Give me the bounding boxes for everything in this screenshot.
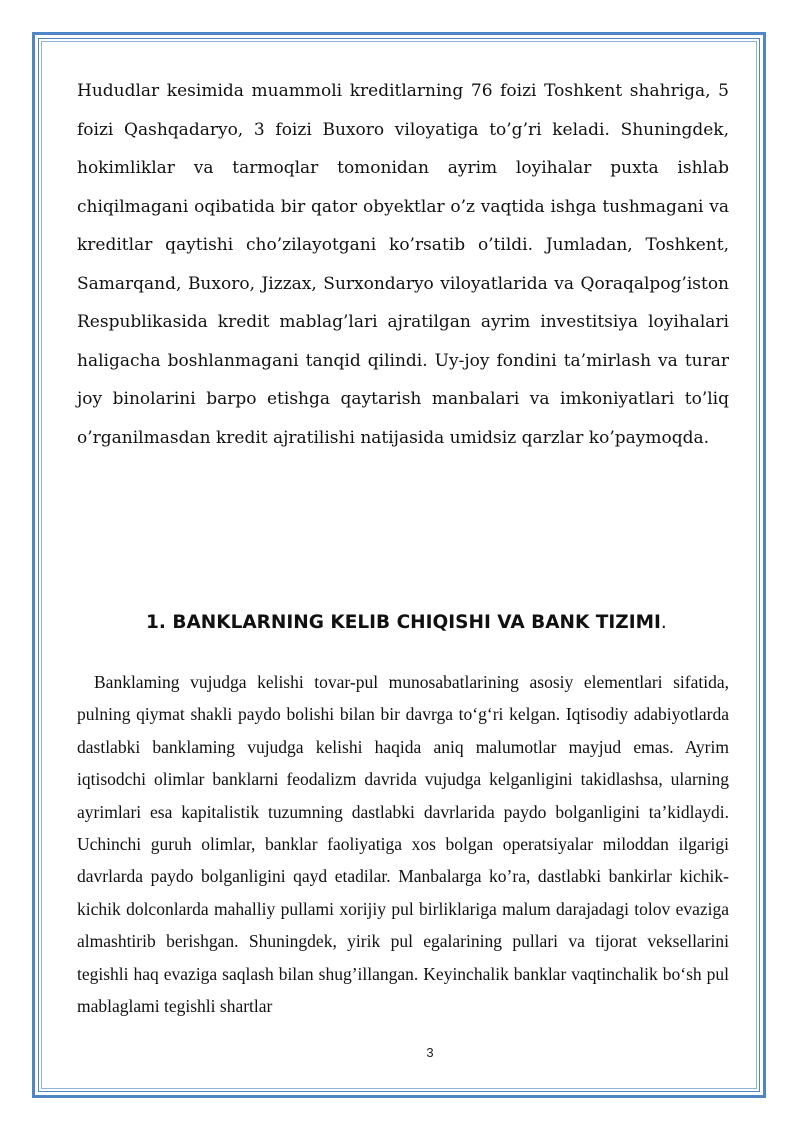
page-number: 3 <box>426 1045 434 1060</box>
body-paragraph-1: Hududlar kesimida muammoli kreditlarning 76 foizi Toshkent shahriga, 5 foizi Qashqadaryo, 3 foizi Buxoro viloyatiga to’g’ri keladi. Shuningdek, hokimliklar va tarmoqlar tomonidan ayrim loyihalar puxta ishlab chiqilmagani oqibatida bir qator obyektlar o’z vaqtida ishga tushmagani va kreditlar qaytishi cho’zilayotgani ko’rsatib o’tildi. Jumladan, Toshkent, Samarqand, Buxoro, Jizzax, Surxondaryo viloyatlarida va Qoraqalpog’iston Respublikasida kredit mablag’lari ajratilgan ayrim investitsiya loyihalari haligacha boshlanmagani tanqid qilindi. Uy-joy fondini ta’mirlash va turar joy binolarini barpo etishga qaytarish manbalari va imkoniyatlari to’liq o’rganilmasdan kredit ajratilishi natijasida umidsiz qarzlar ko’paymoqda. <box>77 81 729 448</box>
section-heading-period: . <box>660 612 667 633</box>
section-heading <box>146 612 746 633</box>
section-heading-text: 1. BANKLARNING KELIB CHIQISHI VA BANK TIZIMI <box>146 612 661 633</box>
body-paragraph-2: Banklaming vujudga kelishi tovar-pul munosabatlarining asosiy elementlari sifatida, pulning qiymat shakli paydo bolishi bilan bir davrga to‘g‘ri kelgan. Iqtisodiy adabiyotlarda dastlabki banklaming vujudga kelishi haqida aniq malumotlar mayjud emas. Ayrim iqtisodchi olimlar banklarni feodalizm davrida vujudga kelganligini takidlashsa, ularning ayrimlari esa kapitalistik tuzumning dastlabki davrlarida paydo bolganligini ta’kidlaydi. Uchinchi guruh olimlar, banklar faoliyatiga xos bolgan operatsiyalar miloddan ilgarigi davrlarda paydo bolganligini qayd etadilar. Manbalarga ko’ra, dastlabki bankirlar kichik-kichik dolconlarda mahalliy pullami xorijiy pul birliklariga malum darajadagi tolov evaziga almashtirib berishgan. Shuningdek, yirik pul egalarining pullari va tijorat veksellarini tegishli haq evaziga saqlash bilan shug’illangan. Keyinchalik banklar vaqtinchalik bo‘sh pul mablaglami tegishli shartlar <box>77 672 729 1017</box>
